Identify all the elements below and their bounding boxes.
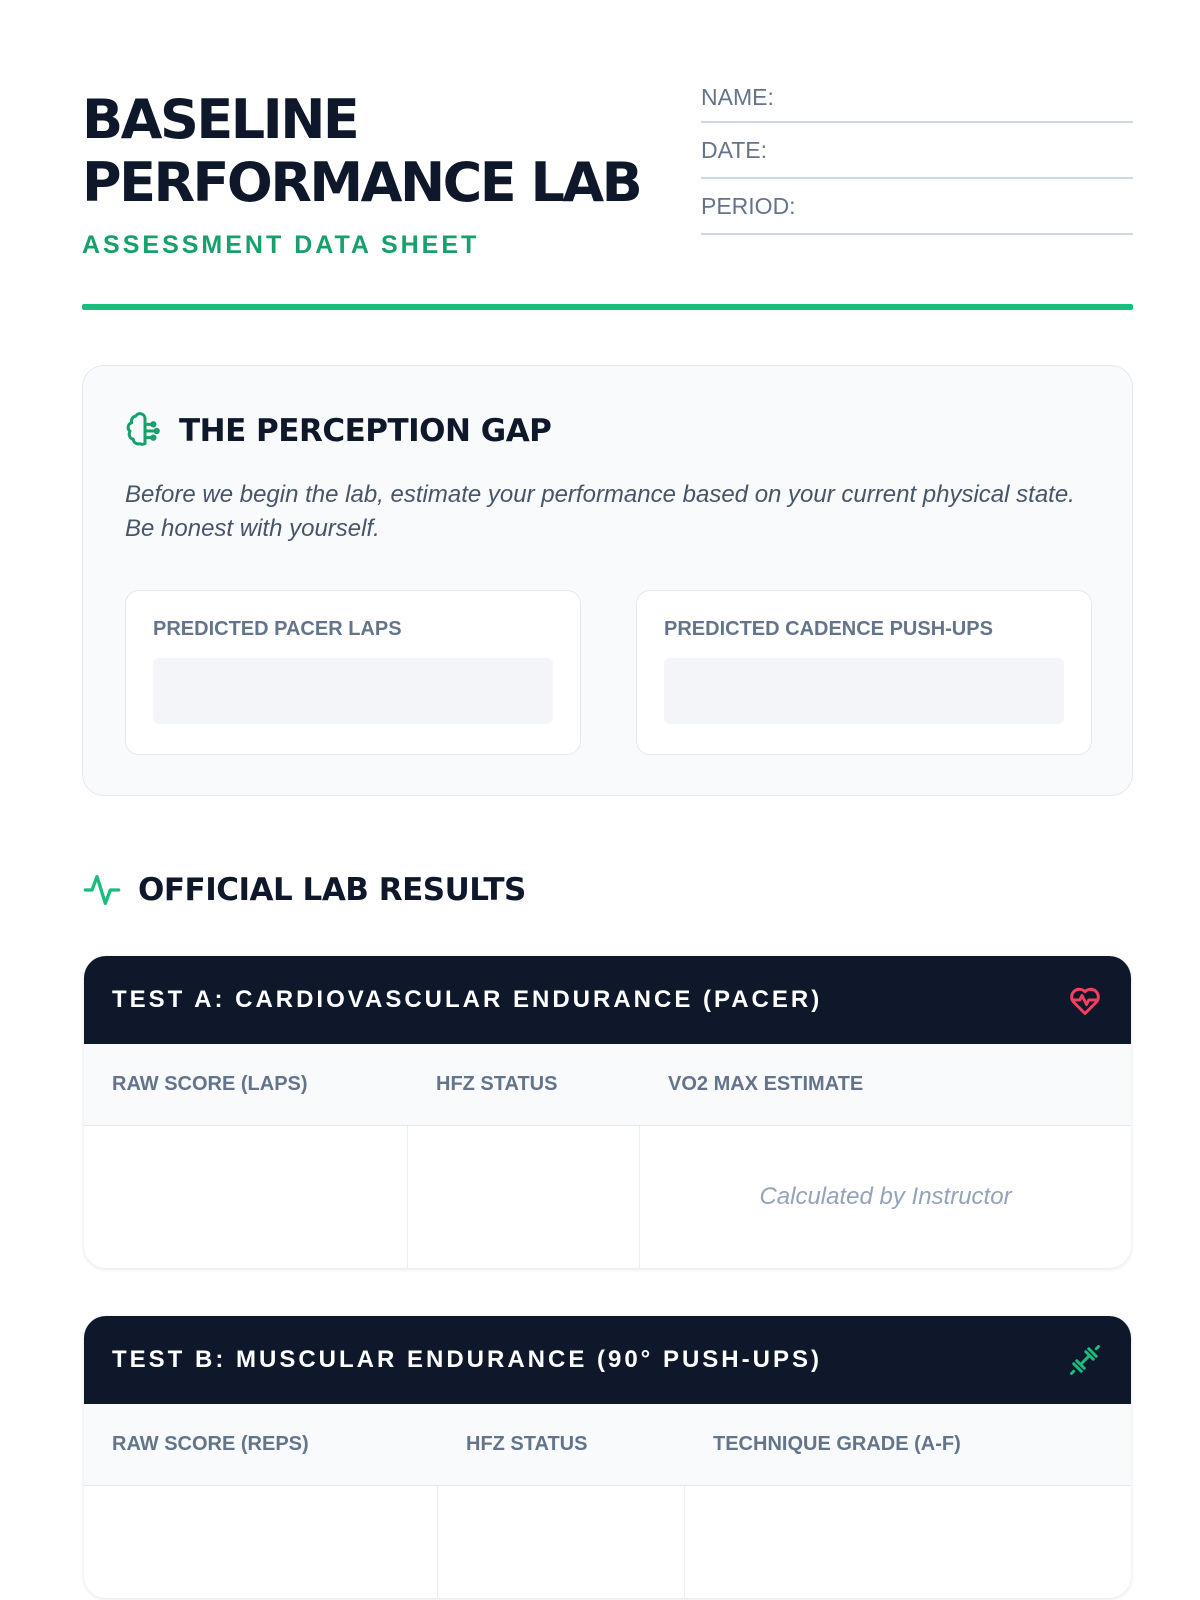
test-b-column-headers — [84, 1404, 1131, 1486]
perception-gap-heading — [125, 411, 551, 451]
name-field[interactable] — [701, 84, 1133, 123]
test-a-hfz-status-cell[interactable] — [408, 1126, 640, 1268]
test-a-header — [84, 956, 1131, 1044]
perception-gap-card — [82, 365, 1133, 796]
date-field[interactable] — [701, 123, 1133, 179]
test-b-col-hfz-status: HFZ STATUS — [466, 1433, 588, 1455]
test-b-title: TEST B: MUSCULAR ENDURANCE (90° PUSH-UPS) — [112, 1346, 822, 1373]
test-a-col-vo2-max: VO2 MAX ESTIMATE — [668, 1073, 864, 1095]
test-a-col-hfz-status: HFZ STATUS — [436, 1073, 558, 1095]
page-title-line-2: PERFORMANCE LAB — [82, 151, 641, 214]
test-b-header — [84, 1316, 1131, 1404]
official-results-heading — [82, 870, 526, 910]
date-field-label: DATE: — [701, 137, 768, 163]
page-subtitle: ASSESSMENT DATA SHEET — [82, 231, 480, 259]
heart-pulse-icon — [1067, 982, 1103, 1018]
test-a-card — [84, 956, 1131, 1268]
brain-icon — [125, 411, 165, 451]
predicted-pushups-label: PREDICTED CADENCE PUSH-UPS — [664, 618, 993, 640]
page-title-line-1: BASELINE — [82, 88, 358, 151]
predicted-pushups-box — [636, 590, 1092, 755]
test-b-hfz-status-cell[interactable] — [438, 1486, 685, 1598]
header-divider — [82, 304, 1133, 310]
predicted-pacer-label: PREDICTED PACER LAPS — [153, 618, 402, 640]
test-a-column-headers — [84, 1044, 1131, 1126]
test-a-vo2-max-cell — [640, 1126, 1131, 1268]
test-b-col-technique-grade: TECHNIQUE GRADE (A-F) — [713, 1433, 961, 1455]
name-field-label: NAME: — [701, 84, 774, 110]
official-results-title: OFFICIAL LAB RESULTS — [138, 872, 526, 908]
vo2-max-placeholder: Calculated by Instructor — [759, 1183, 1012, 1210]
activity-pulse-icon — [82, 870, 122, 910]
predicted-pacer-input[interactable] — [153, 658, 553, 724]
test-a-col-raw-score: RAW SCORE (LAPS) — [112, 1073, 308, 1095]
predicted-pacer-box — [125, 590, 581, 755]
period-field[interactable] — [701, 179, 1133, 235]
predicted-pushups-input[interactable] — [664, 658, 1064, 724]
perception-gap-description: Before we begin the lab, estimate your performance based on your current physical state. Be honest with yourself. — [125, 481, 1075, 542]
perception-gap-title: THE PERCEPTION GAP — [179, 413, 552, 449]
test-b-raw-score-cell[interactable] — [84, 1486, 438, 1598]
dumbbell-icon — [1067, 1342, 1103, 1378]
test-b-card — [84, 1316, 1131, 1598]
test-b-col-raw-score: RAW SCORE (REPS) — [112, 1433, 309, 1455]
test-a-title: TEST A: CARDIOVASCULAR ENDURANCE (PACER) — [112, 986, 823, 1013]
test-b-technique-grade-cell[interactable] — [685, 1486, 1131, 1598]
test-a-raw-score-cell[interactable] — [84, 1126, 408, 1268]
test-a-data-row — [84, 1126, 1131, 1268]
test-b-data-row — [84, 1486, 1131, 1598]
student-info-fields — [701, 84, 1133, 235]
period-field-label: PERIOD: — [701, 193, 796, 219]
